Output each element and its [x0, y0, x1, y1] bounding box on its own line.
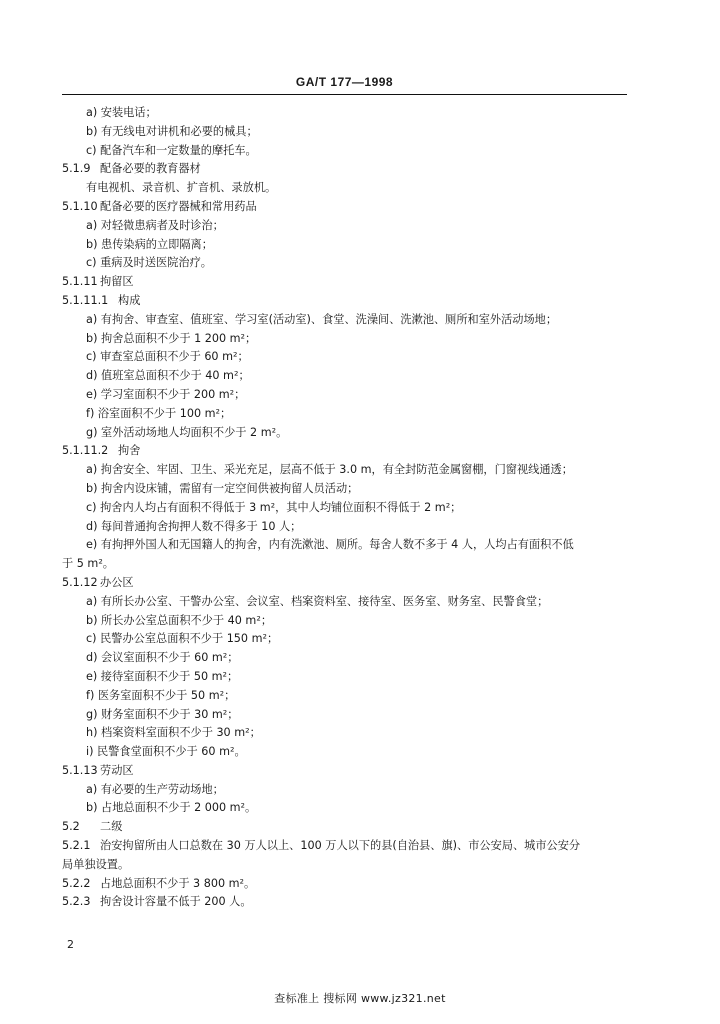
line-text: 有电视机、录音机、扩音机、录放机。 — [86, 181, 277, 195]
clause-heading — [62, 893, 642, 912]
clause-number: 5.1.11.1 — [62, 293, 109, 307]
text-line — [62, 499, 642, 518]
line-text: e) 学习室面积不少于 200 m²； — [86, 387, 246, 401]
line-text: 拘舍 — [118, 444, 141, 458]
line-text: b) 所长办公室总面积不少于 40 m²； — [86, 613, 273, 627]
page-number: 2 — [67, 938, 74, 951]
line-text: b) 有无线电对讲机和必要的械具； — [86, 124, 258, 138]
text-line — [62, 311, 642, 330]
line-text: b) 拘舍总面积不少于 1 200 m²； — [86, 331, 257, 345]
text-line — [62, 123, 642, 142]
text-line — [62, 649, 642, 668]
clause-heading — [62, 837, 642, 856]
clause-heading — [62, 875, 642, 894]
page-header — [62, 71, 627, 95]
line-text: f) 医务室面积不少于 50 m²； — [86, 688, 236, 702]
text-line — [62, 367, 642, 386]
line-text: h) 档案资料室面积不少于 30 m²； — [86, 726, 261, 740]
clause-heading — [62, 292, 642, 311]
text-line — [62, 536, 642, 555]
line-text: a) 有拘舍、审查室、值班室、学习室(活动室)、食堂、洗澡间、洗漱池、厕所和室外活动场地； — [86, 312, 558, 326]
text-line — [62, 424, 642, 443]
line-text: a) 有所长办公室、干警办公室、会议室、档案资料室、接待室、医务室、财务室、民警食堂； — [86, 594, 549, 608]
clause-number: 5.2.1 — [62, 839, 91, 853]
text-line — [62, 405, 642, 424]
line-text: a) 对轻微患病者及时诊治； — [86, 218, 224, 232]
line-text: c) 重病及时送医院治疗。 — [86, 256, 212, 270]
text-line — [62, 612, 642, 631]
clause-heading — [62, 762, 642, 781]
text-line — [62, 480, 642, 499]
text-line — [62, 743, 642, 762]
clause-heading — [62, 198, 642, 217]
text-line — [62, 217, 642, 236]
line-text: g) 财务室面积不少于 30 m²； — [86, 707, 239, 721]
clause-heading — [62, 160, 642, 179]
line-text: 办公区 — [100, 575, 134, 589]
line-text: 构成 — [118, 293, 141, 307]
line-text: f) 浴室面积不少于 100 m²； — [86, 406, 232, 420]
line-text: c) 民警办公室总面积不少于 150 m²； — [86, 632, 279, 646]
line-text: 配备必要的教育器材 — [100, 162, 201, 176]
line-text: 局单独设置。 — [62, 857, 130, 871]
line-text: 配备必要的医疗器械和常用药品 — [100, 199, 257, 213]
text-line — [62, 593, 642, 612]
line-text: c) 审查室总面积不少于 60 m²； — [86, 350, 249, 364]
document-body — [62, 104, 642, 912]
text-line — [62, 142, 642, 161]
line-text: e) 接待室面积不少于 50 m²； — [86, 669, 239, 683]
clause-number: 5.1.12 — [62, 575, 98, 589]
line-text: a) 安装电话； — [86, 106, 157, 119]
line-text: a) 有必要的生产劳动场地； — [86, 782, 224, 796]
line-text: 拘留区 — [100, 275, 134, 289]
text-line — [62, 386, 642, 405]
header-rule — [62, 94, 627, 95]
text-line — [62, 687, 642, 706]
clause-heading — [62, 273, 642, 292]
clause-number: 5.2 — [62, 820, 80, 834]
text-line — [62, 330, 642, 349]
clause-number: 5.1.13 — [62, 763, 98, 777]
line-text: b) 拘舍内设床铺，需留有一定空间供被拘留人员活动； — [86, 481, 359, 495]
clause-number: 5.1.10 — [62, 199, 98, 213]
text-line — [62, 518, 642, 537]
text-line — [62, 236, 642, 255]
text-line — [62, 781, 642, 800]
clause-heading — [62, 574, 642, 593]
text-line — [62, 461, 642, 480]
text-line — [62, 668, 642, 687]
line-text: a) 拘舍安全、牢固、卫生、采光充足，层高不低于 3.0 m，有全封防范金属窗棚，门窗视线通透； — [86, 463, 573, 477]
clause-number: 5.1.9 — [62, 162, 91, 176]
line-text: 占地总面积不少于 3 800 m²。 — [100, 876, 256, 890]
text-line — [62, 555, 642, 574]
clause-number: 5.2.2 — [62, 876, 91, 890]
text-line — [62, 254, 642, 273]
clause-number: 5.1.11.2 — [62, 444, 109, 458]
text-line — [62, 724, 642, 743]
text-line — [62, 856, 642, 875]
standard-code: GA/T 177—1998 — [295, 75, 394, 89]
line-text: d) 每间普通拘舍拘押人数不得多于 10 人； — [86, 519, 302, 533]
line-text: c) 配备汽车和一定数量的摩托车。 — [86, 143, 257, 157]
line-text: 拘舍设计容量不低于 200 人。 — [100, 895, 252, 909]
line-text: i) 民警食堂面积不少于 60 m²。 — [86, 745, 246, 759]
line-text: e) 有拘押外国人和无国籍人的拘舍，内有洗漱池、厕所。每舍人数不多于 4 人，人均占有面积不低 — [86, 538, 574, 552]
text-line — [62, 630, 642, 649]
line-text: 劳动区 — [100, 763, 134, 777]
line-text: 二级 — [100, 820, 123, 834]
text-line — [62, 348, 642, 367]
text-line — [62, 179, 642, 198]
text-line — [62, 706, 642, 725]
line-text: d) 值班室总面积不少于 40 m²； — [86, 369, 250, 383]
line-text: 治安拘留所由人口总数在 30 万人以上、100 万人以下的县(自治县、旗)、市公安局、城市公安分 — [100, 839, 581, 853]
clause-number: 5.2.3 — [62, 895, 91, 909]
line-text: c) 拘舍内人均占有面积不得低于 3 m²，其中人均铺位面积不得低于 2 m²； — [86, 500, 462, 514]
footer-watermark: 查标准上 搜标网 www.jz321.net — [274, 992, 446, 1005]
clause-heading — [62, 442, 642, 461]
line-text: d) 会议室面积不少于 60 m²； — [86, 651, 239, 665]
line-text: b) 患传染病的立即隔离； — [86, 237, 213, 251]
line-text: g) 室外活动场地人均面积不少于 2 m²。 — [86, 425, 288, 439]
clause-heading — [62, 818, 642, 837]
text-line — [62, 799, 642, 818]
text-line — [62, 104, 642, 123]
clause-number: 5.1.11 — [62, 275, 98, 289]
line-text: b) 占地总面积不少于 2 000 m²。 — [86, 801, 257, 815]
line-text: 于 5 m²。 — [62, 557, 114, 571]
